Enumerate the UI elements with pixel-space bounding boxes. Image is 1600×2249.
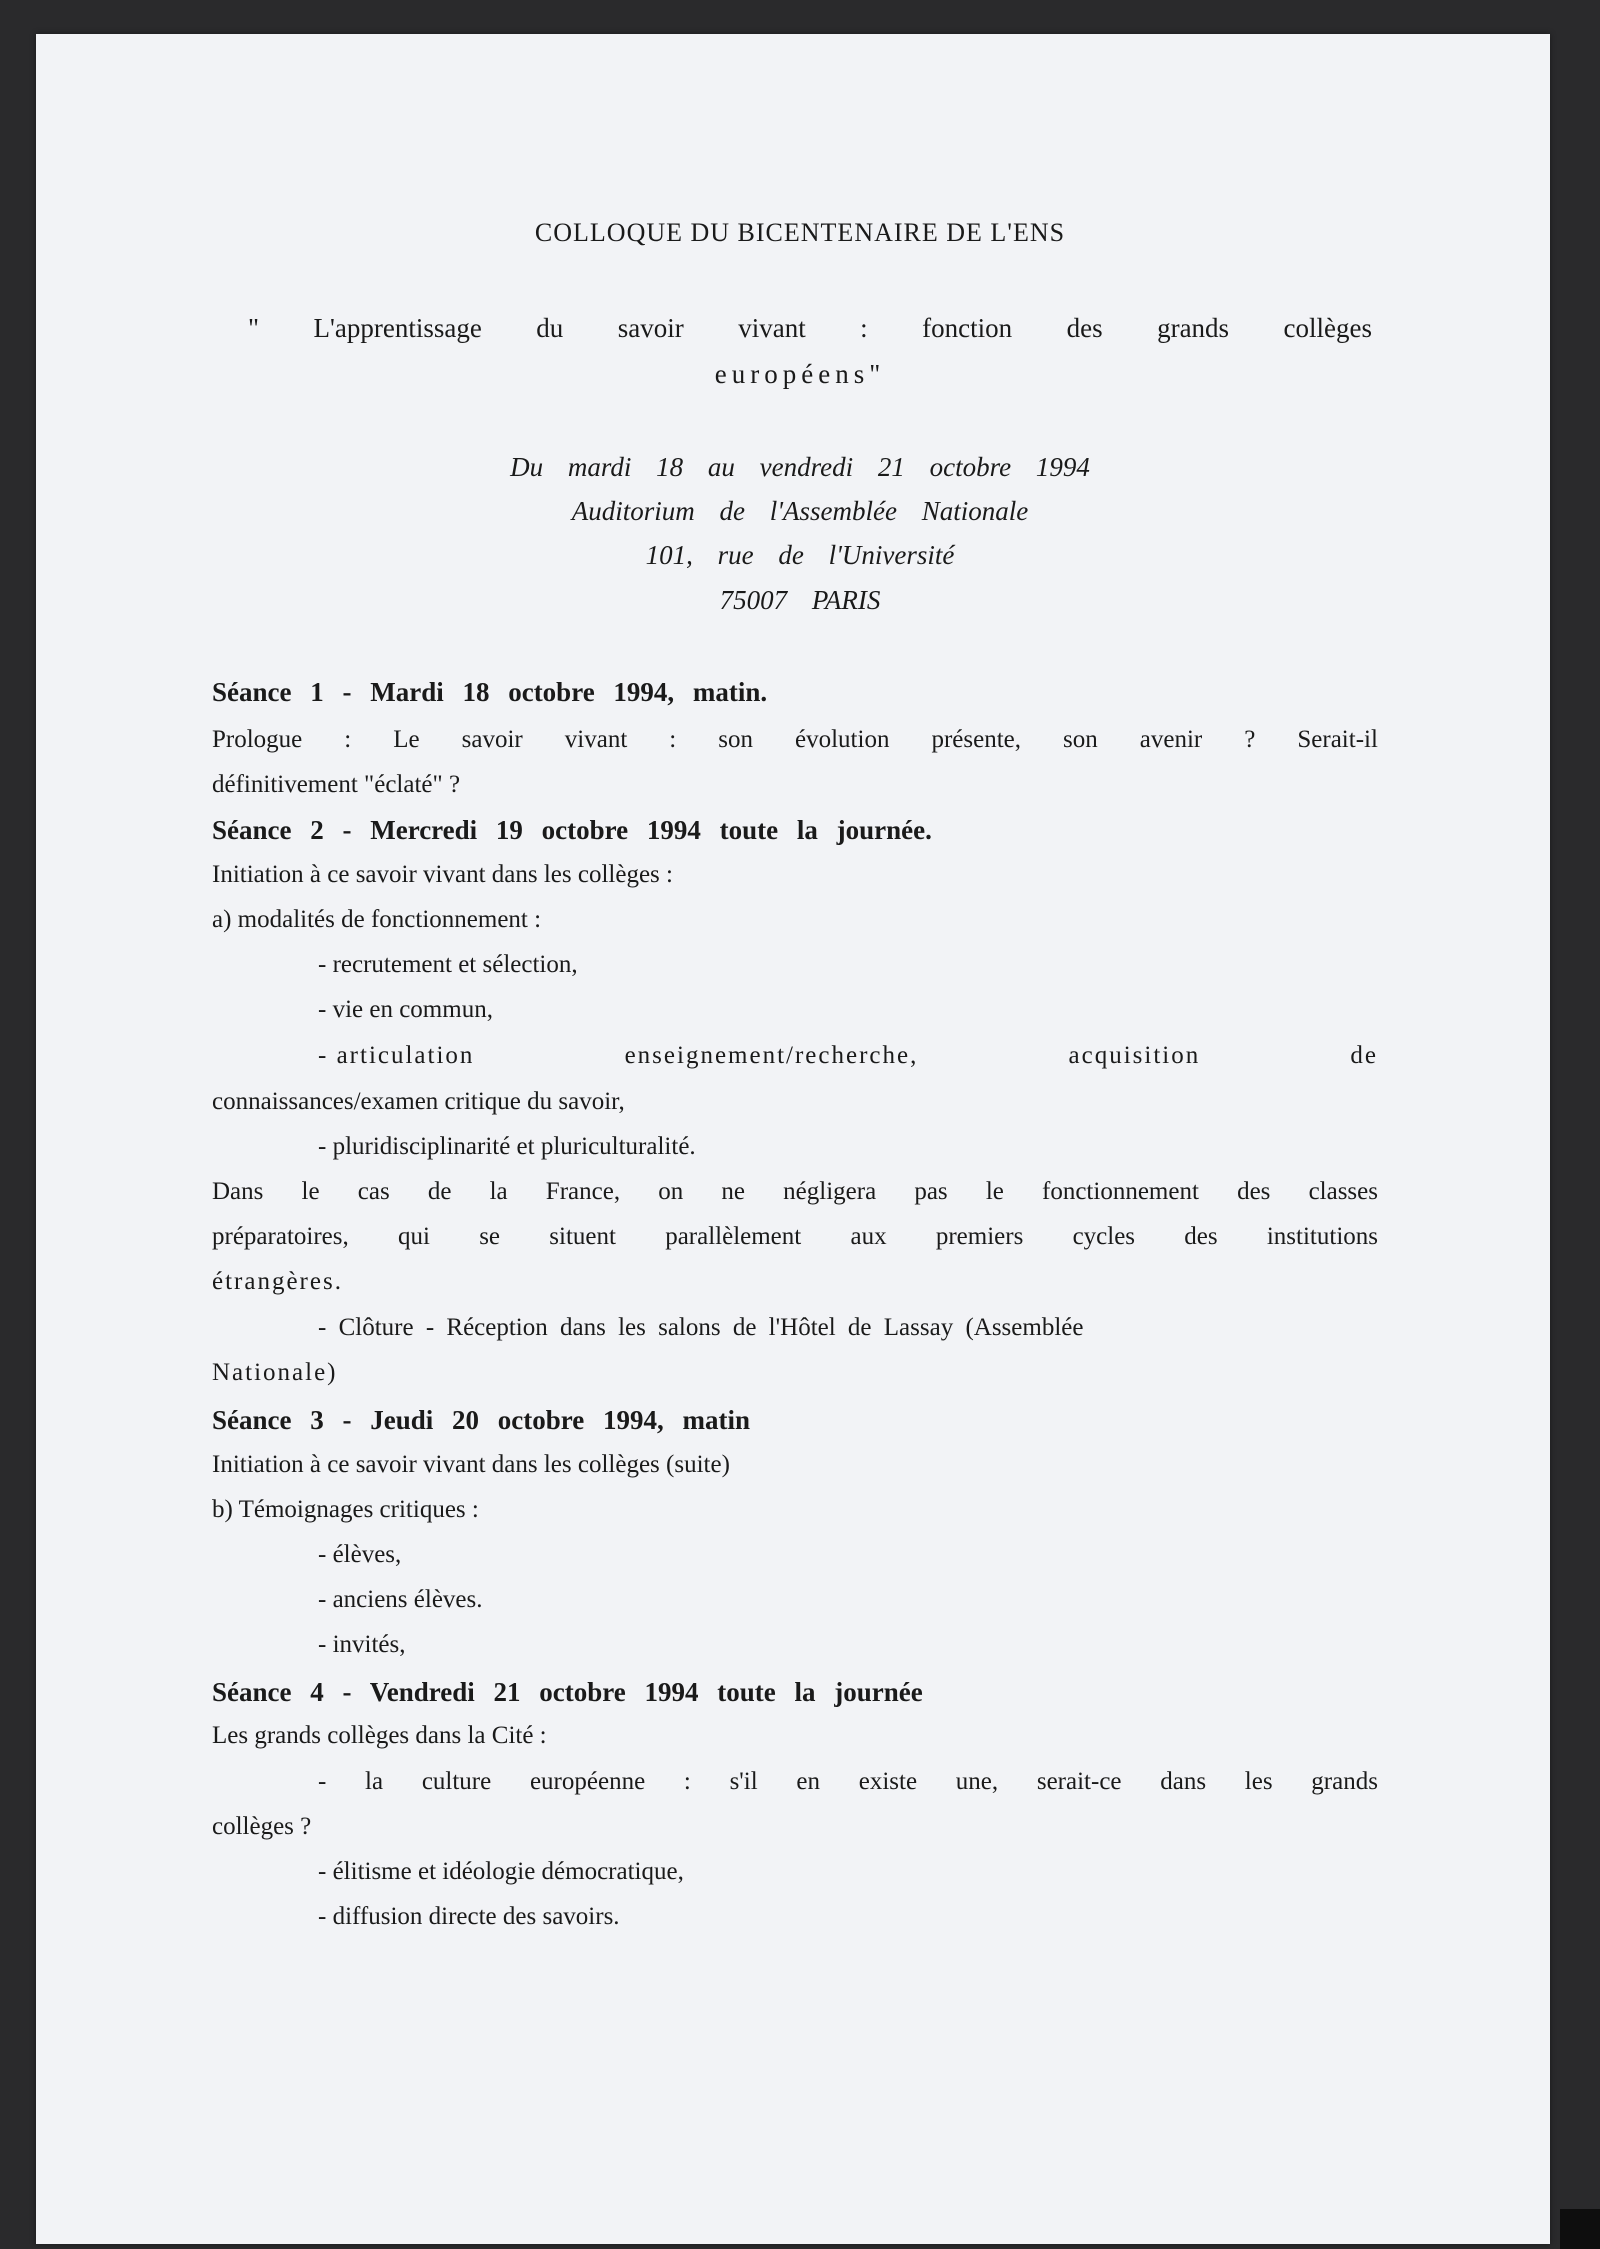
- session-4-line-1: Les grands collèges dans la Cité :: [212, 1722, 547, 1749]
- session-3-line-3: - élèves,: [318, 1541, 402, 1568]
- session-2-line-6: connaissances/examen critique du savoir,: [212, 1088, 625, 1115]
- word: fonction: [922, 313, 1013, 343]
- word: des: [1237, 1178, 1271, 1205]
- word: vivant: [564, 726, 628, 753]
- session-4-title: Séance 4 - Vendredi 21 octobre 1994 toute la journée: [212, 1677, 923, 1707]
- event-date: Du mardi 18 au vendredi 21 octobre 1994: [510, 452, 1090, 482]
- word: se: [479, 1223, 501, 1250]
- word: aux: [850, 1223, 887, 1250]
- word: enseignement/recherche,: [624, 1042, 919, 1069]
- session-2-line-12: Nationale): [212, 1359, 338, 1386]
- word: Serait-il: [1297, 726, 1378, 753]
- event-venue: Auditorium de l'Assemblée Nationale: [571, 496, 1029, 526]
- session-4-line-4: - élitisme et idéologie démocratique,: [318, 1858, 684, 1885]
- word: situent: [549, 1223, 616, 1250]
- word: fonctionnement: [1042, 1178, 1199, 1205]
- session-2-line-4: - vie en commun,: [318, 996, 493, 1023]
- word: cycles: [1072, 1223, 1136, 1250]
- session-3-line-4: - anciens élèves.: [318, 1586, 483, 1613]
- word: collèges: [1283, 313, 1372, 343]
- session-1-line-2: définitivement "éclaté" ?: [212, 771, 461, 798]
- word: une,: [955, 1768, 999, 1795]
- word: européenne: [529, 1768, 646, 1795]
- word: son: [718, 726, 753, 753]
- word: France,: [545, 1178, 621, 1205]
- session-4-line-5: - diffusion directe des savoirs.: [318, 1903, 620, 1930]
- session-2-line-10: étrangères.: [212, 1268, 343, 1295]
- session-2-line-1: Initiation à ce savoir vivant dans les collèges :: [212, 861, 673, 888]
- word: le: [301, 1178, 320, 1205]
- word: :: [683, 1768, 691, 1795]
- word: de: [427, 1178, 452, 1205]
- word: on: [658, 1178, 684, 1205]
- session-2-line-9: [212, 1223, 1378, 1251]
- word: premiers: [935, 1223, 1024, 1250]
- session-3-line-5: - invités,: [318, 1631, 406, 1658]
- session-2-title: Séance 2 - Mercredi 19 octobre 1994 toute la journée.: [212, 815, 932, 845]
- event-city: 75007 PARIS: [719, 585, 881, 615]
- word: avenir: [1139, 726, 1203, 753]
- word: savoir: [461, 726, 523, 753]
- word: existe: [858, 1768, 918, 1795]
- session-2-line-8: [212, 1178, 1378, 1206]
- word: cas: [357, 1178, 390, 1205]
- word: culture: [421, 1768, 492, 1795]
- session-3-line-1: Initiation à ce savoir vivant dans les collèges (suite): [212, 1451, 730, 1478]
- word: de: [1350, 1042, 1378, 1069]
- word: :: [669, 726, 677, 753]
- word: ?: [1244, 726, 1256, 753]
- session-3-title: Séance 3 - Jeudi 20 octobre 1994, matin: [212, 1405, 750, 1435]
- word: :: [860, 313, 868, 343]
- word: Dans: [212, 1178, 264, 1205]
- word: ": [248, 313, 260, 343]
- session-2-line-7: - pluridisciplinarité et pluriculturalité.: [318, 1133, 696, 1160]
- word: serait-ce: [1036, 1768, 1122, 1795]
- word: :: [344, 726, 352, 753]
- word: classes: [1308, 1178, 1378, 1205]
- word: vivant: [738, 313, 806, 343]
- session-2-line-11: - Clôture - Réception dans les salons de l'Hôtel de Lassay (Assemblée: [318, 1314, 1084, 1341]
- session-3-line-2: b) Témoignages critiques :: [212, 1496, 479, 1523]
- word: les: [1244, 1768, 1273, 1795]
- word: institutions: [1266, 1223, 1378, 1250]
- word: la: [489, 1178, 508, 1205]
- word: préparatoires,: [212, 1223, 349, 1250]
- word: pas: [914, 1178, 948, 1205]
- word: présente,: [931, 726, 1022, 753]
- session-2-line-5: [318, 1042, 1378, 1070]
- word: négligera: [783, 1178, 877, 1205]
- subtitle-line-1: [248, 313, 1372, 344]
- word: - articulation: [318, 1042, 475, 1069]
- word: des: [1066, 313, 1103, 343]
- word: Le: [393, 726, 420, 753]
- background-corner: [1560, 2209, 1600, 2249]
- word: du: [536, 313, 564, 343]
- word: ne: [721, 1178, 745, 1205]
- word: qui: [397, 1223, 430, 1250]
- session-1-line-1: [212, 726, 1378, 754]
- word: savoir: [617, 313, 684, 343]
- document-title: COLLOQUE DU BICENTENAIRE DE L'ENS: [534, 218, 1066, 247]
- word: L'apprentissage: [313, 313, 482, 343]
- event-street: 101, rue de l'Université: [645, 540, 955, 570]
- word: son: [1063, 726, 1098, 753]
- session-2-line-3: - recrutement et sélection,: [318, 951, 578, 978]
- word: s'il: [729, 1768, 758, 1795]
- session-4-line-2: [318, 1768, 1378, 1796]
- word: en: [796, 1768, 821, 1795]
- word: la: [365, 1768, 384, 1795]
- word: Prologue: [212, 726, 303, 753]
- session-4-line-3: collèges ?: [212, 1813, 312, 1840]
- word: dans: [1160, 1768, 1207, 1795]
- word: des: [1184, 1223, 1218, 1250]
- word: acquisition: [1068, 1042, 1201, 1069]
- word: le: [985, 1178, 1004, 1205]
- word: -: [318, 1768, 327, 1795]
- word: grands: [1157, 313, 1230, 343]
- session-2-line-2: a) modalités de fonctionnement :: [212, 906, 542, 933]
- subtitle-line-2: européens": [714, 359, 886, 389]
- word: parallèlement: [665, 1223, 802, 1250]
- word: évolution: [795, 726, 890, 753]
- session-1-title: Séance 1 - Mardi 18 octobre 1994, matin.: [212, 677, 768, 707]
- word: grands: [1311, 1768, 1378, 1795]
